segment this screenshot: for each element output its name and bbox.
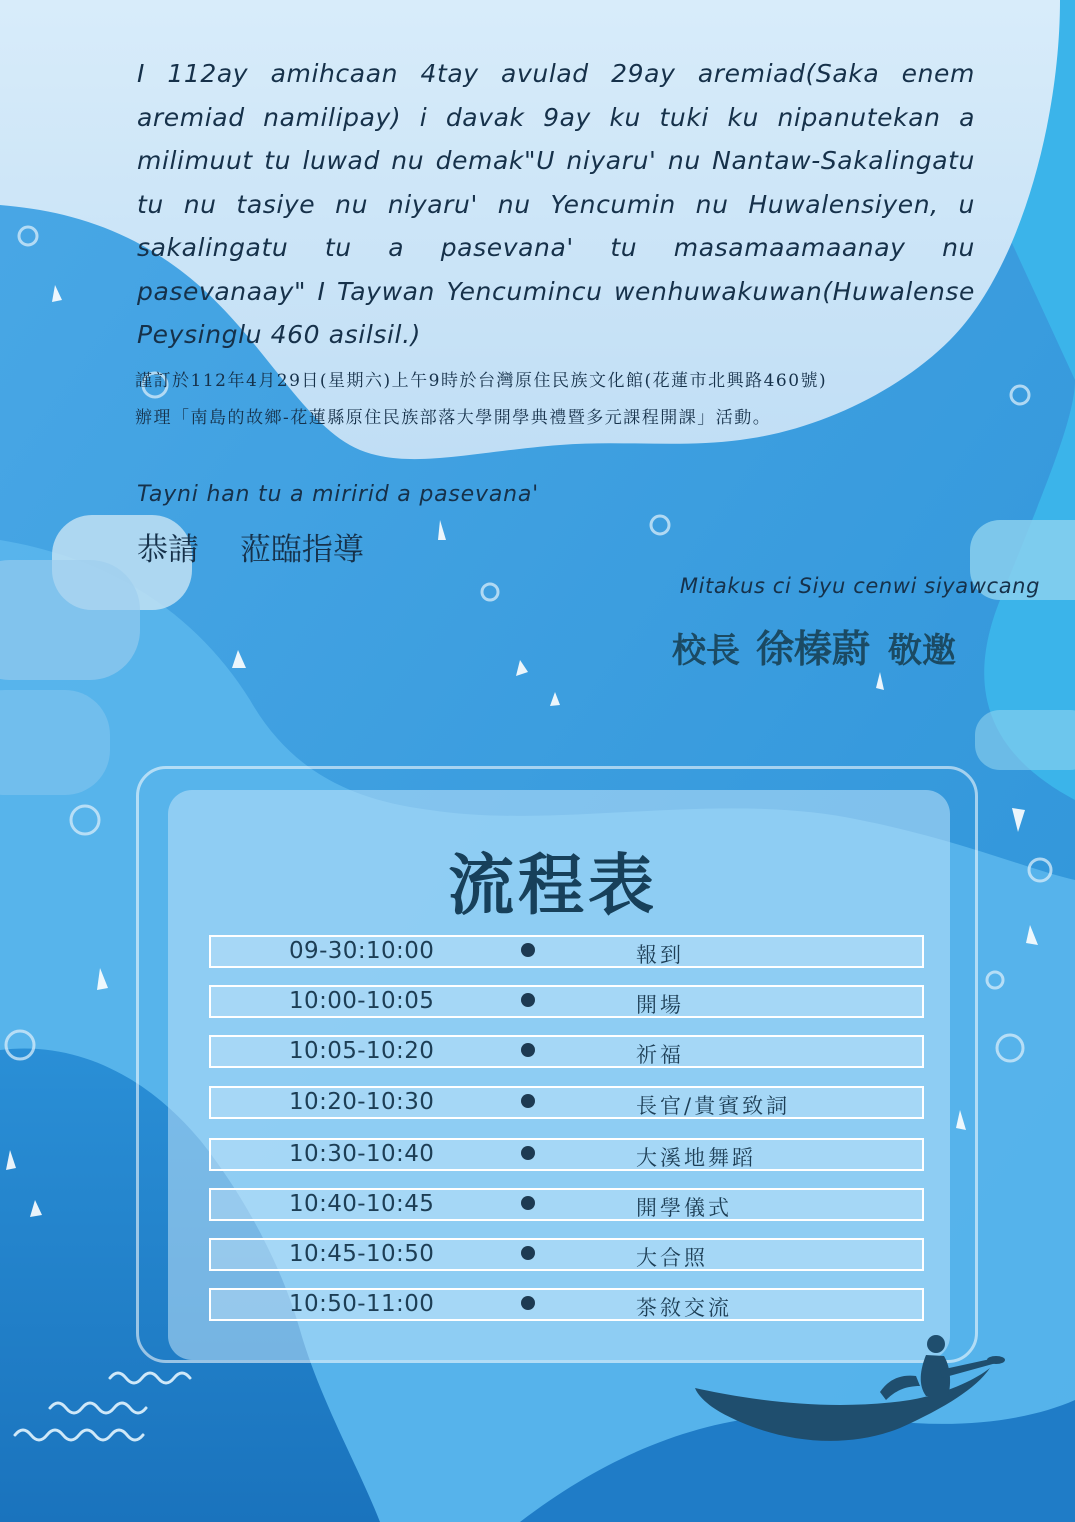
schedule-item: 茶敘交流 — [636, 1296, 732, 1320]
invitation-zh-line-2: 辦理「南島的故鄉-花蓮縣原住民族部落大學開學典禮暨多元課程開課」活動。 — [135, 408, 772, 428]
schedule-time: 10:20-10:30 — [289, 1089, 435, 1115]
invitation-zh-line-1: 謹訂於112年4月29日(星期六)上午9時於台灣原住民族文化館(花蓮市北興路460號) — [135, 371, 828, 391]
schedule-item: 開學儀式 — [636, 1196, 732, 1220]
bullet-dot-icon — [521, 1146, 535, 1160]
invitation-native-paragraph: I 112ay amihcaan 4tay avulad 29ay aremiad(Saka enem aremiad namilipay) i davak 9ay ku tuki ku nipanutekan a milimuut tu luwad nu demak"U niyaru' nu Nantaw-Sakalingatu tu nu tasiye nu niyaru' nu Yencumin nu Huwalensiyen, u sakalingatu tu a pasevana' tu masamaamaanay nu pasevanaay" I Taywan Yencumincu wenhuwakuwan(Huwalense Peysinglu 460 asilsil.) — [137, 59, 975, 349]
invite-native-line: Tayni han tu a miririd a pasevana' — [137, 482, 539, 507]
bullet-dot-icon — [521, 1246, 535, 1260]
schedule-time: 09-30:10:00 — [289, 938, 435, 964]
schedule-time: 10:40-10:45 — [289, 1191, 435, 1217]
kayaker-silhouette-icon — [690, 1330, 1010, 1460]
schedule-row — [209, 1086, 924, 1119]
program-title: 流程表 — [448, 847, 658, 924]
schedule-row — [209, 1288, 924, 1321]
schedule-row — [209, 1238, 924, 1271]
schedule-time: 10:30-10:40 — [289, 1141, 435, 1167]
schedule-row — [209, 1035, 924, 1068]
signature-closing: 敬邀 — [888, 631, 957, 671]
bullet-dot-icon — [521, 1094, 535, 1108]
schedule-row — [209, 935, 924, 968]
schedule-item: 長官/貴賓致詞 — [636, 1094, 791, 1118]
schedule-row — [209, 1138, 924, 1171]
schedule-item: 祈福 — [636, 1043, 684, 1067]
schedule-row — [209, 985, 924, 1018]
schedule-time: 10:50-11:00 — [289, 1291, 435, 1317]
invite-zh-line: 恭請 蒞臨指導 — [137, 532, 364, 568]
wave-lines-icon — [10, 1360, 210, 1460]
schedule-time: 10:05-10:20 — [289, 1038, 435, 1064]
schedule-item: 大合照 — [636, 1246, 708, 1270]
signature-native: Mitakus ci Siyu cenwi siyawcang — [679, 574, 1040, 598]
schedule-time: 10:45-10:50 — [289, 1241, 435, 1267]
bullet-dot-icon — [521, 1296, 535, 1310]
bullet-dot-icon — [521, 1043, 535, 1057]
schedule-item: 大溪地舞蹈 — [636, 1146, 756, 1170]
signature-zh — [672, 618, 956, 673]
bullet-dot-icon — [521, 1196, 535, 1210]
bullet-dot-icon — [521, 943, 535, 957]
signature-name: 徐榛蔚 — [756, 626, 871, 671]
schedule-item: 開場 — [636, 993, 684, 1017]
schedule-item: 報到 — [636, 943, 684, 967]
schedule-row — [209, 1188, 924, 1221]
schedule-time: 10:00-10:05 — [289, 988, 435, 1014]
signature-title: 校長 — [672, 631, 740, 671]
bullet-dot-icon — [521, 993, 535, 1007]
